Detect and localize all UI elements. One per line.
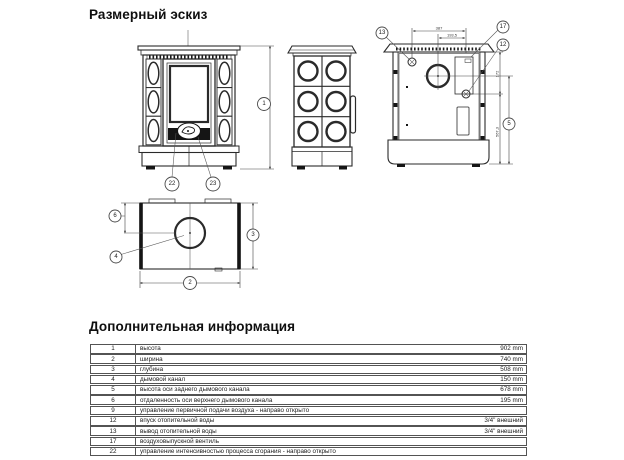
row-number: 13 [91,427,136,435]
dim-567-3: 567,3 [494,126,500,138]
row-value: 678 mm [500,386,523,394]
row-number: 9 [91,407,136,415]
callout-22-label: 22 [168,181,176,187]
info-section-title: Дополнительная информация [89,319,296,334]
row-description: управление первичной подачи воздуха - направо открыто [140,406,310,414]
callout-4-label: 4 [114,254,118,260]
front-right-tiles [217,59,232,145]
table-row [90,426,527,436]
door-glass [170,66,208,122]
lower-access-panel [457,107,469,135]
row-description: дымовой канал [140,376,186,384]
row-number: 1 [91,345,136,353]
row-description: отдаленность оси верхнего дымового канала [140,396,273,404]
row-number: 2 [91,355,136,363]
rail-clips [394,70,485,140]
side-base [292,147,352,170]
row-number: 17 [91,438,136,446]
callout-13-label: 13 [378,30,386,36]
row-description: ширина [140,355,163,363]
row-value: 740 mm [500,355,523,363]
row-number: 3 [91,366,136,374]
row-description: высота оси заднего дымового канала [140,386,250,394]
dim-193-5: 193,5 [446,32,458,38]
row-description: вывод отопительной воды [140,427,217,435]
table-row [90,406,527,416]
front-door [163,59,215,146]
row-number: 4 [91,376,136,384]
table-row [90,447,527,457]
callout-2-label: 2 [188,280,192,286]
row-value: 902 mm [500,345,523,353]
table-row [90,437,527,447]
table-row [90,344,527,354]
row-value: 508 mm [500,365,523,373]
table-row [90,365,527,375]
row-value: 3/4" внешний [484,417,523,425]
dim-172: 172 [494,70,500,78]
table-row [90,395,527,405]
row-value: 150 mm [500,376,523,384]
table-row [90,416,527,426]
row-value: 195 mm [500,396,523,404]
row-number: 12 [91,417,136,425]
row-description: высота [140,345,161,353]
row-number: 6 [91,396,136,404]
door-handle [351,96,356,133]
front-left-tiles [146,59,161,145]
row-description: воздуховыпускной вентиль [140,437,219,445]
row-number: 5 [91,386,136,394]
table-row [90,375,527,385]
front-view [138,30,274,191]
top-view [109,199,259,290]
callout-6-label: 6 [113,213,117,219]
front-base [139,146,239,170]
drawing-section-title: Размерный эскиз [89,7,208,22]
callout-5-label: 5 [507,121,511,127]
callout-23-label: 23 [209,181,217,187]
table-row [90,354,527,364]
table-row [90,385,527,395]
callout-1-label: 1 [262,101,266,107]
dim-387: 387 [435,25,443,31]
callout-17-label: 17 [499,24,507,30]
side-view [288,46,356,170]
row-number: 22 [91,448,136,456]
back-base [388,140,489,164]
callout-12-label: 12 [499,42,507,48]
callout-3-label: 3 [251,232,255,238]
info-table [90,344,527,456]
back-view [376,21,515,167]
row-description: управление интенсивностью процесса сгорания - направо открыто [140,448,336,456]
row-value: 3/4" внешний [484,427,523,435]
rear-flue-outlet [424,62,452,90]
row-description: глубина [140,365,164,373]
row-description: впуск отопительной воды [140,417,215,425]
